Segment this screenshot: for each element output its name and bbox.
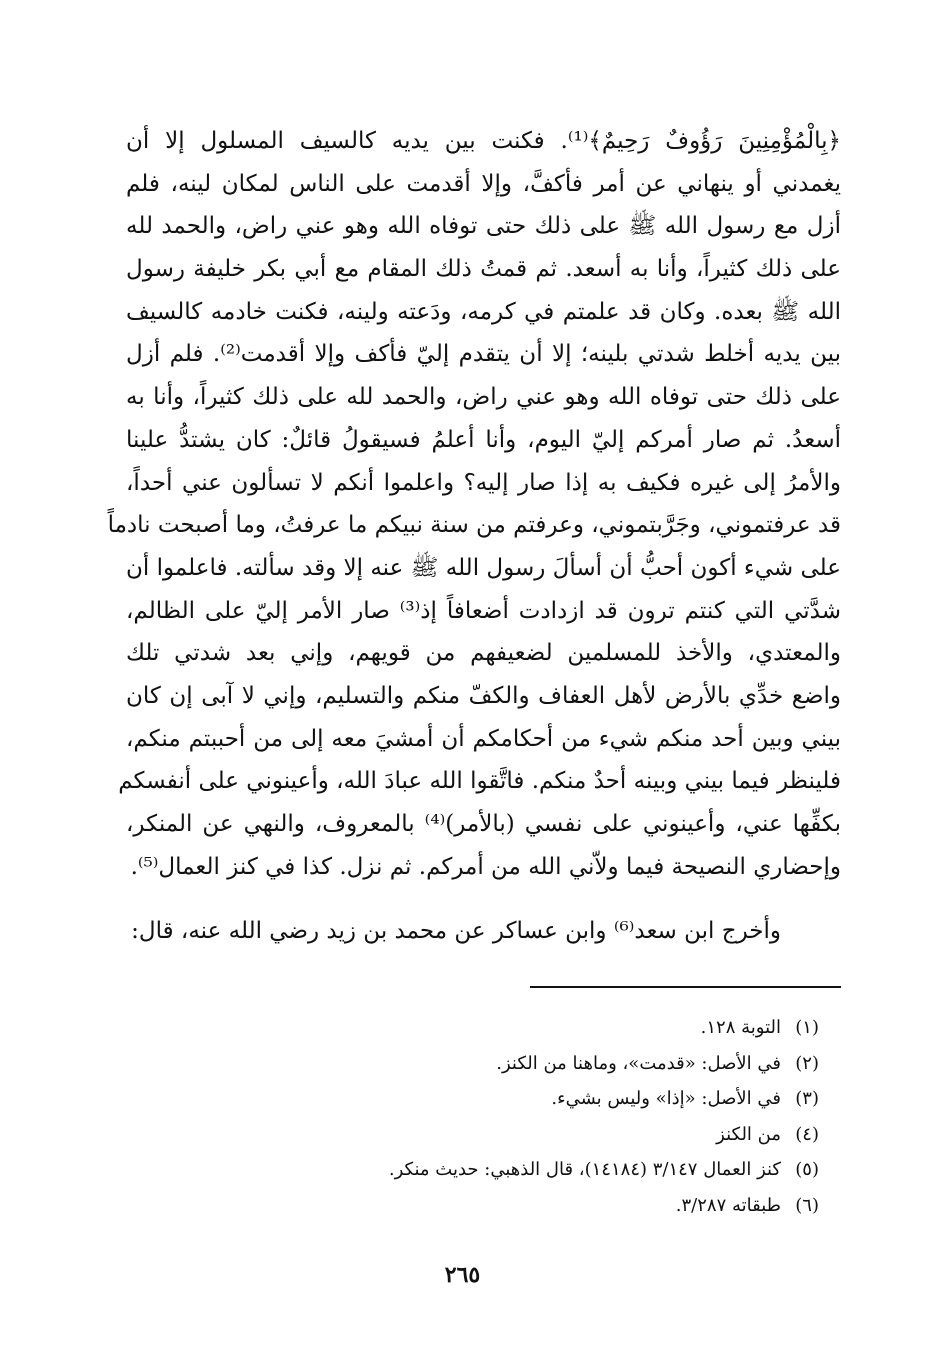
text-line: يغمدني أو ينهاني عن أمر فأكفَّ، وإلا أقدمت على الناس لمكان لينه، فلم: [126, 170, 841, 197]
footnote-item: [126, 1152, 841, 1188]
footnote-item: [126, 1081, 841, 1117]
footnote-item: [126, 1117, 841, 1153]
footnote-text: من الكنز: [716, 1123, 781, 1145]
page-number: ٢٦٥: [444, 1262, 481, 1288]
text-line: والمعتدي، والأخذ للمسلمين لضعيفهم من قويهم، وإني بعد شدتي تلك: [126, 640, 841, 667]
text-line: وإحضاري النصيحة فيما ولاّني الله من أمركم. ثم نزل. كذا في كنز العمال⁽⁵⁾.: [130, 853, 841, 880]
footnote-item: [126, 1046, 841, 1082]
footnote-text: في الأصل: «قدمت»، وماهنا من الكنز.: [496, 1052, 781, 1074]
main-paragraph: [107, 120, 841, 888]
footnote-separator: [530, 986, 841, 988]
footnotes: [126, 1010, 841, 1224]
text-line: بكفِّها عني، وأعينوني على نفسي (بالأمر)⁽⁴⁾ بالمعروف، والنهي عن المنكر،: [126, 811, 841, 837]
footnote-number: (٤): [795, 1123, 819, 1145]
footnote-item: [126, 1188, 841, 1224]
footnote-item: [126, 1010, 841, 1046]
text-line: الله ﷺ بعده. وكان قد علمتم في كرمه، ودَعته ولينه، فكنت خادمه كالسيف: [126, 298, 841, 325]
text-line: قد عرفتموني، وجَرَّبتموني، وعرفتم من سنة نبيكم ما عرفتُ، وما أصبحت نادماً: [107, 512, 841, 539]
footnote-number: (٥): [795, 1159, 819, 1181]
text-line: بين يديه أخلط شدتي بلينه؛ إلا أن يتقدم إليّ فأكف وإلا أقدمت⁽²⁾. فلم أزل: [126, 341, 841, 368]
text-line: شدَّتي التي كنتم ترون قد ازدادت أضعافاً إذ⁽³⁾ صار الأمر إليّ على الظالم،: [126, 597, 841, 624]
second-paragraph: [126, 910, 841, 953]
footnote-number: (٦): [795, 1194, 819, 1216]
text-line: أسعدُ. ثم صار أمركم إليّ اليوم، وأنا أعلمُ فسيقولُ قائلٌ: كان يشتدُّ علينا: [126, 426, 841, 453]
text-line: بيني وبين أحد منكم شيء من أحكامكم أن أمشيَ معه إلى من أحببتم منكم،: [126, 725, 841, 752]
footnote-text: كنز العمال ٣/١٤٧ (١٤١٨٤)، قال الذهبي: حديث منكر.: [388, 1159, 781, 1181]
footnote-number: (١): [795, 1017, 819, 1038]
footnote-number: (٣): [795, 1088, 819, 1110]
text-line: على شيء أكون أحبُّ أن أسألَ رسول الله ﷺ عنه إلا وقد سألته. فاعلموا أن: [126, 554, 841, 581]
footnote-number: (٢): [795, 1052, 819, 1074]
footnote-text: في الأصل: «إذا» وليس بشيء.: [551, 1088, 781, 1110]
text-line: أزل مع رسول الله ﷺ على ذلك حتى توفاه الله وهو عني راض، والحمد لله: [126, 213, 841, 240]
text-line: على ذلك حتى توفاه الله وهو عني راض، والحمد لله على ذلك كثيراً، وأنا به: [126, 384, 841, 411]
text-line: والأمرُ إلى غيره فكيف به إذا صار إليه؟ واعلموا أنكم لا تسألون عني أحداً،: [126, 469, 841, 496]
text-line: ﴿بِالْمُؤْمِنِينَ رَؤُوفٌ رَحِيمٌ﴾⁽¹⁾. فكنت بين يديه كالسيف المسلول إلا أن: [126, 128, 841, 154]
footnote-text: التوبة ١٢٨.: [700, 1017, 781, 1038]
text-line: واضع خدِّي بالأرض لأهل العفاف والكفّ منكم والتسليم، وإني لا آبى إن كان: [126, 682, 841, 709]
footnote-text: طبقاته ٣/٢٨٧.: [675, 1194, 781, 1216]
text-line: وأخرج ابن سعد⁽⁶⁾ وابن عساكر عن محمد بن زيد رضي الله عنه، قال:: [131, 918, 781, 944]
text-line: على ذلك كثيراً، وأنا به أسعد. ثم قمتُ ذلك المقام مع أبي بكر خليفة رسول: [126, 256, 841, 283]
text-line: فلينظر فيما بيني وبينه أحدٌ منكم. فاتَّقوا الله عبادَ الله، وأعينوني على أنفسكم: [118, 768, 841, 795]
